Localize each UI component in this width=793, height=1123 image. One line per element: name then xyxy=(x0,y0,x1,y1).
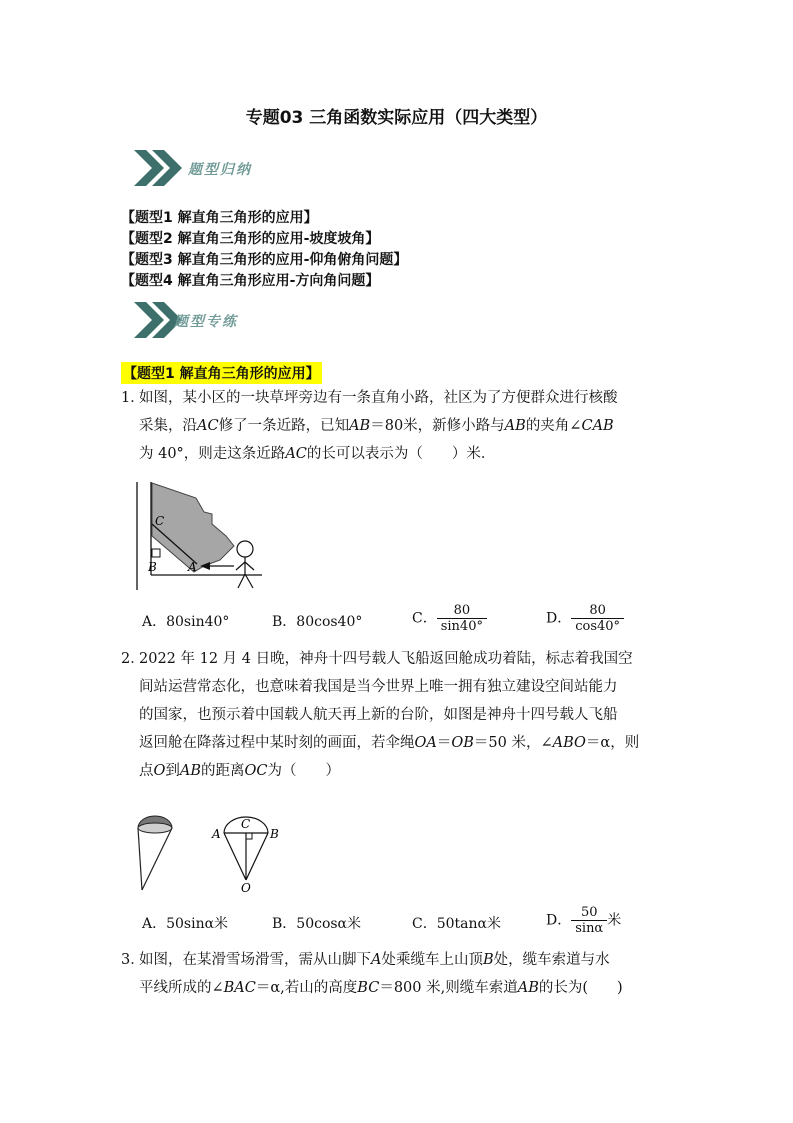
category-item: 【题型1 解直角三角形的应用】 xyxy=(121,210,318,226)
point-label-c: C xyxy=(241,817,251,831)
option-a: A．80sin40° xyxy=(142,614,230,630)
category-item: 【题型4 解直角三角形应用-方向角问题】 xyxy=(121,273,380,289)
double-chevron-icon xyxy=(132,148,184,188)
figure-triangle-oab xyxy=(206,812,286,894)
question-number: 2． xyxy=(121,651,145,667)
section-heading: 【题型1 解直角三角形的应用】 xyxy=(121,362,322,384)
section-banner-practice xyxy=(132,300,332,340)
figure-parachute-illustration xyxy=(132,812,180,894)
point-label-o: O xyxy=(241,881,251,894)
page-title: 专题03 三角函数实际应用（四大类型） xyxy=(245,108,548,128)
question-text: 如图，某小区的一块草坪旁边有一条直角小路，社区为了方便群众进行核酸 采集，沿AC修了一条近路，已知AB＝80米，新修小路与AB的夹角∠CAB 为 40°，则走这条近路AC的长可以表示为（ ）米． xyxy=(139,390,618,462)
figure-lawn-path xyxy=(124,480,274,592)
category-item: 【题型3 解直角三角形的应用-仰角俯角问题】 xyxy=(121,252,408,268)
point-label-a: A xyxy=(188,560,197,574)
option-c: C． $\frac{80}{\sin 40^\circ}$ xyxy=(412,603,487,634)
question-number: 1． xyxy=(121,390,145,406)
option-b: B．50cosα米 xyxy=(272,916,362,932)
banner-label: 题型归纳 xyxy=(188,162,252,178)
category-list xyxy=(121,208,407,292)
question-number: 3． xyxy=(121,952,145,968)
point-label-b: B xyxy=(148,560,157,574)
point-label-b: B xyxy=(270,827,279,841)
option-b: B．80cos40° xyxy=(272,614,363,630)
question-text: 如图，在某滑雪场滑雪，需从山脚下A处乘缆车上山顶B处，缆车索道与水 平线所成的∠BAC＝α,若山的高度BC＝800 米,则缆车索道AB的长为( ) xyxy=(139,952,623,996)
section-banner-summary xyxy=(132,148,332,188)
option-a: A．50sinα米 xyxy=(142,916,229,932)
question-text: 2022 年 12 月 4 日晚，神舟十四号载人飞船返回舱成功着陆，标志着我国空 间站运营常态化，也意味着我国是当今世界上唯一拥有独立建设空间站能力 的国家，也预示着中国载人航天再上新的台阶，如图是神舟十四号载人飞船 返回舱在降落过程中某时刻的画面，若伞绳OA＝OB＝50 米，∠ABO＝α，则 点O到AB的距离OC为（ ） xyxy=(139,651,640,779)
point-label-c: C xyxy=(155,514,165,528)
option-c: C．50tanα米 xyxy=(412,916,501,932)
banner-label: 题型专练 xyxy=(174,314,238,330)
category-item: 【题型2 解直角三角形的应用-坡度坡角】 xyxy=(121,231,380,247)
option-d: D． $\frac{50}{\sin\alpha}$ 米 xyxy=(546,905,622,936)
point-label-a: A xyxy=(212,827,221,841)
option-d: D． $\frac{80}{\cos 40^\circ}$ xyxy=(546,603,624,634)
